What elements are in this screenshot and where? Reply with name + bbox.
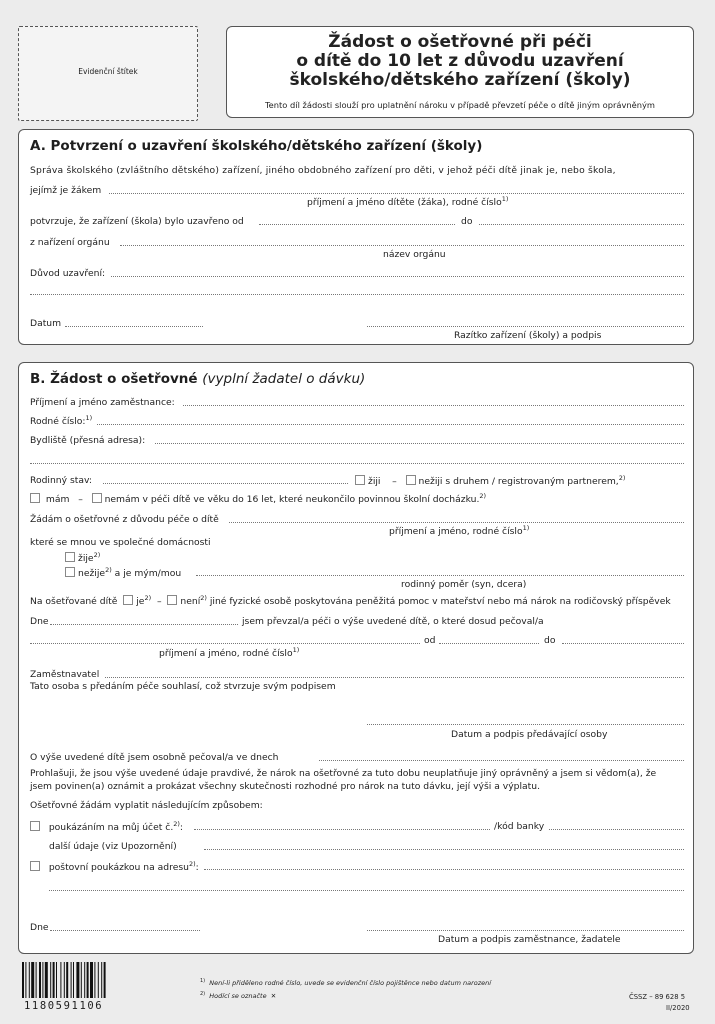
account-checkbox[interactable] <box>30 821 40 831</box>
consent-text: Tato osoba s předáním péče souhlasí, což stvrzuje svým podpisem <box>30 681 336 692</box>
child-name-field[interactable] <box>109 193 684 194</box>
barcode-bar <box>36 962 37 998</box>
authority-caption: název orgánu <box>383 249 446 260</box>
declaration-line-1: Prohlašuji, že jsou výše uvedené údaje pravdivé, že nárok na ošetřovné za tuto dobu neuplatňuje jiný oprávněný a jsem si vědom(a), že <box>30 768 657 779</box>
postal-checkbox[interactable] <box>30 861 40 871</box>
barcode-bar <box>94 962 95 998</box>
to-label: do <box>544 635 556 646</box>
form-version: II/2020 <box>666 1004 690 1012</box>
barcode <box>22 962 138 998</box>
stamp-signature-caption: Razítko zařízení (školy) a podpis <box>454 330 602 341</box>
authority-label: z nařízení orgánu <box>30 237 110 248</box>
barcode-bar <box>60 962 61 998</box>
barcode-bar <box>29 962 30 998</box>
handover-signature-field[interactable] <box>367 724 684 725</box>
cross-mark-icon: ✕ <box>270 992 277 1000</box>
postal-address-field[interactable] <box>204 869 684 870</box>
closed-from-field[interactable] <box>259 224 455 225</box>
barcode-bar <box>84 962 85 998</box>
lives-option: žije$^{2)}$ <box>65 552 100 565</box>
benefit-no-checkbox[interactable] <box>167 595 177 605</box>
account-option: poukázáním na můj účet č.$^{2)}$: <box>30 821 183 834</box>
day-label: Dne <box>30 616 49 627</box>
bank-code-label: /kód banky <box>494 821 545 832</box>
person-caption: příjmení a jméno, rodné číslo$^{1)}$ <box>159 646 300 659</box>
signature-day-label: Dne <box>30 922 49 933</box>
signature-date-field[interactable] <box>50 930 200 931</box>
not-lives-option: nežije$^{2)}$ a je mým/mou <box>65 567 181 580</box>
account-number-field[interactable] <box>194 829 490 830</box>
have-checkbox[interactable] <box>30 493 40 503</box>
not-lives-checkbox[interactable] <box>65 567 75 577</box>
section-a-intro: Správa školského (zvláštního dětského) zařízení, jiného obdobného zařízení pro děti, v jehož péči dítě jinak je, nebo škola, <box>30 165 616 176</box>
declaration-line-2: jsem povinen(a) oznámit a prokázat všechny skutečnosti rozhodné pro nárok na tuto dávku, její výši a výplatu. <box>30 781 540 792</box>
closed-to-label: do <box>461 216 473 227</box>
applicant-signature-field[interactable] <box>367 930 684 931</box>
barcode-bar <box>22 962 24 998</box>
barcode-bar <box>64 962 65 998</box>
title-box <box>226 26 694 118</box>
barcode-bar <box>31 962 34 998</box>
section-a-title: A. Potvrzení o uzavření školského/dětského zařízení (školy) <box>30 138 483 154</box>
employee-name-label: Příjmení a jméno zaměstnance: <box>30 397 175 408</box>
barcode-bar <box>42 962 43 998</box>
address-field[interactable] <box>155 443 684 444</box>
barcode-bar <box>90 962 93 998</box>
barcode-bar <box>101 962 102 998</box>
birth-number-label: Rodné číslo:$^{1)}$ <box>30 414 93 427</box>
child-name-caption: příjmení a jméno dítěte (žáka), rodné číslo$^{1)}$ <box>307 195 509 208</box>
relation-field[interactable] <box>196 575 684 576</box>
request-label: Žádám o ošetřovné z důvodu péče o dítě <box>30 514 219 525</box>
live-checkbox[interactable] <box>355 475 365 485</box>
barcode-bar <box>66 962 68 998</box>
payment-method-label: Ošetřovné žádám vyplatit následujícím způsobem: <box>30 800 263 811</box>
closure-reason-field[interactable] <box>111 276 684 277</box>
cared-days-field[interactable] <box>319 760 684 761</box>
address-field-2[interactable] <box>30 463 684 464</box>
takeover-date-field[interactable] <box>50 624 238 625</box>
benefit-question: Na ošetřované dítě $je^{2)}$ – není$^{2)}$ jiné fyzické osobě poskytována peněžitá pomoc v mateřství nebo má nárok na rodičovský příspěvek <box>30 594 671 607</box>
barcode-bar <box>39 962 41 998</box>
additional-info-label: další údaje (viz Upozornění) <box>49 841 177 852</box>
section-b-title: B. Žádost o ošetřovné (vyplní žadatel o dávku) <box>30 371 366 387</box>
postal-option: poštovní poukázkou na adresu$^{2)}$: <box>30 861 199 874</box>
form-code: ČSSZ – 89 628 5 <box>629 993 686 1001</box>
barcode-bar <box>53 962 55 998</box>
closure-reason-field-2[interactable] <box>30 294 684 295</box>
registration-label-area <box>18 26 198 121</box>
handover-signature-caption: Datum a podpis předávající osoby <box>451 729 608 740</box>
footnote-1: $^{1)}$ Není-li přiděleno rodné číslo, uvede se evidenční číslo pojištěnce nebo datum narození <box>200 978 492 987</box>
from-label: od <box>424 635 436 646</box>
applicant-signature-caption: Datum a podpis zaměstnance, žadatele <box>438 934 621 945</box>
barcode-bar <box>71 962 72 998</box>
lives-checkbox[interactable] <box>65 552 75 562</box>
child-care-option: mám – nemám v péči dítě ve věku do 16 let, které neukončilo povinnou školní docházku.$^{2)}$ <box>30 493 486 506</box>
stamp-signature-field[interactable] <box>367 326 684 327</box>
took-over-label: jsem převzal/a péči o výše uvedené dítě, o které dosud pečoval/a <box>242 616 544 627</box>
barcode-bar <box>104 962 106 998</box>
bank-code-field[interactable] <box>549 829 684 830</box>
cared-days-label: O výše uvedené dítě jsem osobně pečoval/a ve dnech <box>30 752 279 763</box>
form-subtitle: Tento díl žádosti slouží pro uplatnění nároku v případě převzetí péče o dítě jiným oprávněným <box>265 100 655 110</box>
marital-status-field[interactable] <box>103 483 348 484</box>
barcode-bar <box>98 962 99 998</box>
barcode-bar <box>81 962 82 998</box>
postal-address-field-2[interactable] <box>49 890 684 891</box>
registration-label-text: Evidenční štítek <box>78 67 138 76</box>
partner-option: žiji – nežiji s druhem / registrovaným partnerem,$^{2)}$ <box>355 475 625 488</box>
child-caption: příjmení a jméno, rodné číslo$^{1)}$ <box>389 524 530 537</box>
closed-to-field[interactable] <box>479 224 684 225</box>
previous-carer-field[interactable] <box>30 643 420 644</box>
barcode-bar <box>76 962 79 998</box>
birth-number-field[interactable] <box>97 424 684 425</box>
footnote-2: $^{2)}$ Hodící se označte ✕ <box>200 991 277 1000</box>
employee-name-field[interactable] <box>183 405 684 406</box>
child-field[interactable] <box>229 522 684 523</box>
whose-pupil-label: jejímž je žákem <box>30 185 102 196</box>
barcode-number: 1180591106 <box>24 1000 104 1012</box>
form-title: Žádost o ošetřovné při péči o dítě do 10 let z důvodu uzavření školského/dětského zařízení (školy) <box>289 32 631 90</box>
care-from-field[interactable] <box>439 643 539 644</box>
section-a <box>18 129 694 345</box>
benefit-yes-checkbox[interactable] <box>123 595 133 605</box>
household-label: které se mnou ve společné domácnosti <box>30 537 211 548</box>
barcode-bar <box>87 962 89 998</box>
additional-info-field[interactable] <box>204 849 684 850</box>
barcode-bar <box>45 962 48 998</box>
date-label: Datum <box>30 318 62 329</box>
closed-from-label: potvrzuje, že zařízení (škola) bylo uzavřeno od <box>30 216 244 227</box>
employer-field[interactable] <box>105 677 684 678</box>
section-b <box>18 362 694 954</box>
employer-label: Zaměstnavatel <box>30 669 100 680</box>
relation-caption: rodinný poměr (syn, dcera) <box>401 579 527 590</box>
marital-status-label: Rodinný stav: <box>30 475 93 486</box>
date-field[interactable] <box>65 326 203 327</box>
address-label: Bydliště (přesná adresa): <box>30 435 146 446</box>
closure-reason-label: Důvod uzavření: <box>30 268 106 279</box>
barcode-bar <box>50 962 51 998</box>
not-live-checkbox[interactable] <box>406 475 416 485</box>
care-to-field[interactable] <box>562 643 684 644</box>
barcode-bar <box>73 962 74 998</box>
barcode-bar <box>56 962 57 998</box>
barcode-bar <box>25 962 26 998</box>
not-have-checkbox[interactable] <box>92 493 102 503</box>
authority-field[interactable] <box>120 245 684 246</box>
